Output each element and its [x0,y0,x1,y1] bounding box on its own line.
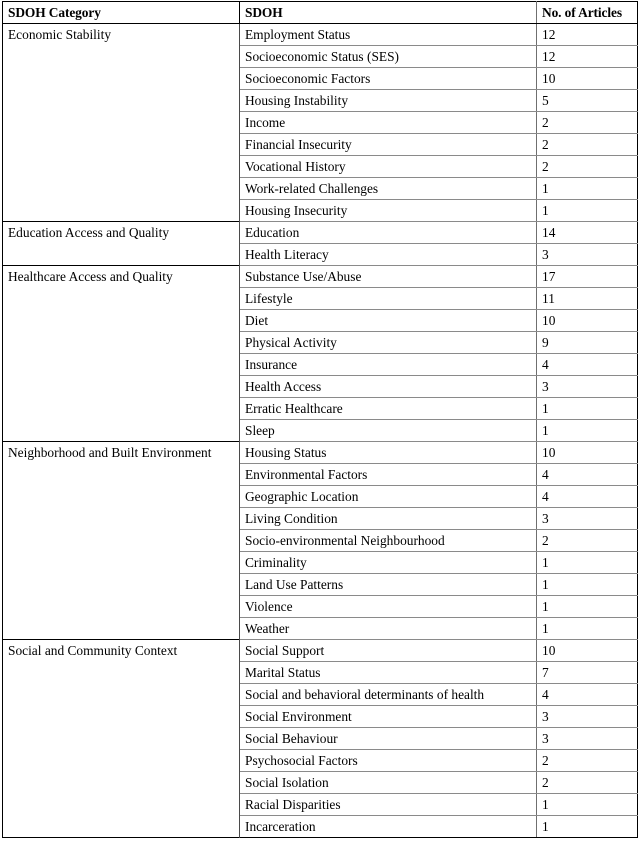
sdoh-cell: Social Environment [240,706,537,728]
article-count-cell: 11 [537,288,638,310]
sdoh-cell: Insurance [240,354,537,376]
article-count-cell: 4 [537,486,638,508]
sdoh-cell: Housing Instability [240,90,537,112]
sdoh-cell: Land Use Patterns [240,574,537,596]
article-count-cell: 1 [537,178,638,200]
sdoh-cell: Social Behaviour [240,728,537,750]
sdoh-cell: Education [240,222,537,244]
sdoh-category-table [2,1,638,838]
sdoh-cell: Housing Insecurity [240,200,537,222]
article-count-cell: 4 [537,354,638,376]
article-count-cell: 10 [537,640,638,662]
sdoh-cell: Sleep [240,420,537,442]
sdoh-cell: Social and behavioral determinants of health [240,684,537,706]
table-row [3,222,638,244]
sdoh-cell: Physical Activity [240,332,537,354]
sdoh-cell: Social Support [240,640,537,662]
article-count-cell: 3 [537,376,638,398]
sdoh-cell: Socioeconomic Status (SES) [240,46,537,68]
sdoh-cell: Erratic Healthcare [240,398,537,420]
article-count-cell: 9 [537,332,638,354]
article-count-cell: 3 [537,706,638,728]
table-header-row [3,2,638,24]
article-count-cell: 10 [537,442,638,464]
sdoh-cell: Social Isolation [240,772,537,794]
category-cell: Neighborhood and Built Environment [3,442,240,640]
article-count-cell: 10 [537,310,638,332]
article-count-cell: 7 [537,662,638,684]
sdoh-cell: Socioeconomic Factors [240,68,537,90]
sdoh-cell: Living Condition [240,508,537,530]
article-count-cell: 14 [537,222,638,244]
sdoh-cell: Financial Insecurity [240,134,537,156]
article-count-cell: 1 [537,552,638,574]
sdoh-cell: Lifestyle [240,288,537,310]
sdoh-cell: Socio-environmental Neighbourhood [240,530,537,552]
article-count-cell: 4 [537,684,638,706]
article-count-cell: 2 [537,530,638,552]
category-cell: Social and Community Context [3,640,240,838]
sdoh-cell: Income [240,112,537,134]
table-row [3,266,638,288]
sdoh-cell: Psychosocial Factors [240,750,537,772]
category-cell: Education Access and Quality [3,222,240,266]
sdoh-cell: Marital Status [240,662,537,684]
article-count-cell: 1 [537,794,638,816]
sdoh-cell: Employment Status [240,24,537,46]
table-body [3,24,638,838]
column-header-no-of-articles: No. of Articles [537,2,638,24]
table-row [3,442,638,464]
article-count-cell: 3 [537,244,638,266]
article-count-cell: 2 [537,156,638,178]
sdoh-cell: Violence [240,596,537,618]
sdoh-cell: Criminality [240,552,537,574]
article-count-cell: 3 [537,508,638,530]
article-count-cell: 1 [537,816,638,838]
sdoh-cell: Health Literacy [240,244,537,266]
table-header [3,2,638,24]
category-cell: Economic Stability [3,24,240,222]
sdoh-cell: Vocational History [240,156,537,178]
article-count-cell: 2 [537,112,638,134]
article-count-cell: 2 [537,134,638,156]
table-row [3,24,638,46]
sdoh-cell: Racial Disparities [240,794,537,816]
article-count-cell: 5 [537,90,638,112]
article-count-cell: 1 [537,574,638,596]
article-count-cell: 10 [537,68,638,90]
sdoh-cell: Environmental Factors [240,464,537,486]
article-count-cell: 12 [537,46,638,68]
sdoh-cell: Substance Use/Abuse [240,266,537,288]
article-count-cell: 12 [537,24,638,46]
article-count-cell: 2 [537,750,638,772]
sdoh-cell: Housing Status [240,442,537,464]
article-count-cell: 1 [537,618,638,640]
table-row [3,640,638,662]
table-container [2,1,637,838]
sdoh-cell: Geographic Location [240,486,537,508]
article-count-cell: 3 [537,728,638,750]
article-count-cell: 1 [537,596,638,618]
sdoh-cell: Work-related Challenges [240,178,537,200]
sdoh-cell: Incarceration [240,816,537,838]
sdoh-cell: Health Access [240,376,537,398]
article-count-cell: 4 [537,464,638,486]
article-count-cell: 1 [537,200,638,222]
category-cell: Healthcare Access and Quality [3,266,240,442]
column-header-sdoh: SDOH [240,2,537,24]
sdoh-cell: Weather [240,618,537,640]
sdoh-cell: Diet [240,310,537,332]
article-count-cell: 1 [537,420,638,442]
article-count-cell: 2 [537,772,638,794]
article-count-cell: 17 [537,266,638,288]
column-header-sdoh-category: SDOH Category [3,2,240,24]
article-count-cell: 1 [537,398,638,420]
